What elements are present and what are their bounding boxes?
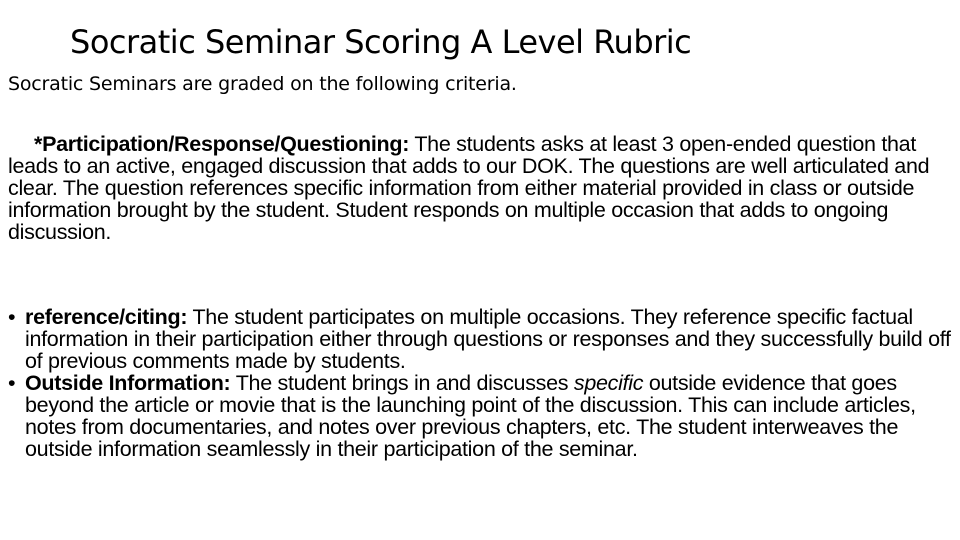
criterion-outside-information <box>8 372 953 460</box>
criterion-text-after: outside evidence that goes beyond the article or movie that is the launching point of the discussion. This can include articles, notes from documentaries, and notes over previous chapters, etc. The student interweaves the outside information seamlessly in their participation of the seminar. <box>25 371 916 461</box>
criterion-text: The student participates on multiple occasions. They reference specific factual information in their participation either through questions or responses and they successfully build off of previous comments made by students. <box>25 305 951 373</box>
participation-heading: *Participation/Response/Questioning: <box>34 132 410 156</box>
participation-text: The students asks at least 3 open-ended question that leads to an active, engaged discussion that adds to our DOK. The questions are well articulated and clear. The question references specific information from either material provided in class or outside information brought by the student. Student responds on multiple occasion that adds to ongoing discussion. <box>8 132 930 244</box>
criterion-reference-citing <box>8 306 953 372</box>
criterion-heading: Outside Information: <box>25 371 231 395</box>
criterion-text-before: The student brings in and discusses <box>230 371 574 395</box>
participation-criterion <box>8 133 953 243</box>
bullet-icon: • <box>8 371 16 395</box>
criteria-list <box>8 306 953 460</box>
page-subtitle: Socratic Seminars are graded on the following criteria. <box>8 73 517 95</box>
page-title: Socratic Seminar Scoring A Level Rubric <box>70 23 692 61</box>
bullet-icon: • <box>8 305 16 329</box>
criterion-heading: reference/citing: <box>25 305 188 329</box>
criterion-emphasis: specific <box>573 371 644 395</box>
